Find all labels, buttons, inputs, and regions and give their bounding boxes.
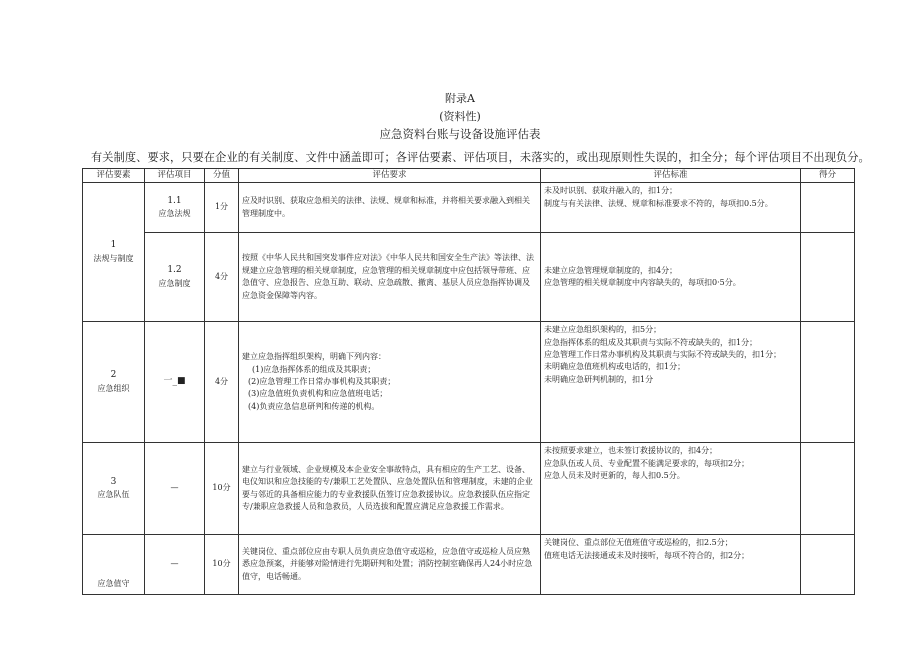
criteria-line: 未建立应急管理规章制度的，扣4分；: [544, 265, 678, 275]
requirement-cell: 建立与行业领域、企业规模及本企业安全事故特点，具有相应的生产工艺、设备、电仪知识和应急技能的专/兼职工艺处置队、应急处置队伍和管理制度，未建的企业要与邻近的具备相应能力的专业救援队伍签订应急救援协议。应急救援队伍应指定专/兼职应急救援人员和急救员，人员选拔和配置应满足应急救援工作需求。: [239, 443, 541, 535]
col-header-item: 评估项目: [145, 169, 205, 183]
item-code: 一_■: [163, 376, 186, 387]
element-code: 1: [110, 240, 117, 250]
table-header-row: [83, 169, 855, 183]
requirement-cell: 按照《中华人民共和国突发事件应对法》《中华人民共和国安全生产法》等法律、法规建立应急管理的相关规章制度，应急管理的相关规章制度中应包括领导带班、应急值守、应急报告、应急互助、联动、应急疏散、撤离、基层人员应急指挥协调及应急资金保障等内容。: [239, 233, 541, 322]
element-cell: [83, 322, 145, 443]
item-cell: [145, 233, 205, 322]
criteria-line: 未明确应急研判机制的，扣1分: [544, 374, 654, 384]
element-name: 应急组织: [97, 383, 130, 393]
criteria-line: 应急人员未及时更新的，每人扣0.5分。: [544, 470, 685, 480]
item-cell: [145, 183, 205, 233]
requirement-cell: 关键岗位、重点部位应由专职人员负责应急值守或巡检，应急值守或巡检人员应熟悉应急预案，并能够对险情进行先期研判和处置；消防控制室确保再人24小时应急值守，电话畅通。: [239, 535, 541, 595]
table-row: [83, 183, 855, 233]
score-cell: 4分: [205, 322, 239, 443]
item-code: 1.2: [167, 265, 182, 275]
requirement-list-item: (4)负责应急信息研判和传递的机构。: [248, 401, 380, 411]
criteria-line: 未及时识别、获取并融入的，扣1分；: [544, 186, 678, 196]
item-cell: —: [145, 443, 205, 535]
criteria-cell: [541, 443, 801, 535]
criteria-line: 制度与有关法律、法规、规章和标准要求不符的，每项扣0.5分。: [544, 198, 773, 208]
item-cell: —: [145, 535, 205, 595]
criteria-cell: [541, 535, 801, 595]
intro-paragraph: 有关制度、要求，只要在企业的有关制度、文件中涵盖即可；各评估要素、评估项目，未落实的，或出现原则性失误的，扣全分；每个评估项目不出现负分。: [91, 151, 870, 164]
criteria-line: 应急指挥体系的组成及其职责与实际不符或缺失的，扣1分；: [544, 337, 758, 347]
criteria-line: 应急管理的相关规章制度中内容缺失的，每项扣0·5分。: [544, 278, 741, 288]
col-header-score: 分值: [205, 169, 239, 183]
requirement-cell: 应及时识别、获取应急相关的法律、法规、规章和标准，并将相关要求融入到相关管理制度中。: [239, 183, 541, 233]
col-header-points: 得分: [801, 169, 855, 183]
col-header-requirement: 评估要求: [239, 169, 541, 183]
score-cell: 1分: [205, 183, 239, 233]
element-cell: [83, 183, 145, 322]
criteria-line: 关键岗位、重点部位无值班值守或巡检的，扣2.5分；: [544, 538, 733, 548]
points-cell[interactable]: [801, 322, 855, 443]
appendix-label: 附录A: [445, 92, 475, 105]
criteria-cell: [541, 233, 801, 322]
table-row: [83, 535, 855, 595]
score-cell: 10分: [205, 535, 239, 595]
col-header-criteria: 评估标准: [541, 169, 801, 183]
criteria-cell: [541, 322, 801, 443]
item-cell: [145, 322, 205, 443]
score-cell: 4分: [205, 233, 239, 322]
criteria-line: 应急管理工作日常办事机构及其职责与实际不符或缺失的，扣1分；: [544, 349, 782, 359]
score-cell: 10分: [205, 443, 239, 535]
element-code: 2: [110, 370, 117, 380]
appendix-nature: (资料性): [439, 110, 481, 123]
table-row: [83, 322, 855, 443]
requirement-list-item: (2)应急管理工作日常办事机构及其职责；: [248, 376, 396, 386]
assessment-table: [82, 168, 855, 595]
criteria-line: 未明确应急值班机构或电话的，扣1分；: [544, 362, 686, 372]
criteria-cell: [541, 183, 801, 233]
table-row: [83, 233, 855, 322]
document-title: 应急资料台账与设备设施评估表: [379, 127, 541, 141]
element-name: 应急队伍: [97, 490, 130, 500]
item-code: 1.1: [167, 195, 182, 206]
points-cell[interactable]: [801, 233, 855, 322]
points-cell[interactable]: [801, 535, 855, 595]
element-cell: [83, 443, 145, 535]
requirement-list-item: (1)应急指挥体系的组成及其职责；: [252, 364, 376, 374]
criteria-line: 值班电话无法接通或未及时接听，每项不符合的，扣2分；: [544, 550, 750, 560]
points-cell[interactable]: [801, 443, 855, 535]
points-cell[interactable]: [801, 183, 855, 233]
item-name: 应急法规: [158, 209, 191, 219]
element-name: 法规与制度: [93, 253, 134, 263]
element-code: 3: [110, 476, 117, 487]
criteria-line: 应急队伍或人员、专业配置不能满足要求的，每项扣2分；: [544, 458, 750, 468]
element-cell: [83, 535, 145, 595]
table-row: [83, 443, 855, 535]
requirement-cell: [239, 322, 541, 443]
item-name: 应急制度: [158, 278, 191, 288]
criteria-line: 未按照要求建立，也未签订救援协议的，扣4分；: [544, 446, 718, 456]
criteria-line: 未建立应急组织架构的，扣5分；: [544, 325, 662, 335]
element-name: 应急值守: [97, 578, 130, 588]
requirement-list-item: (3)应急值班负责机构和应急值班电话；: [248, 389, 388, 399]
requirement-intro: 建立应急指挥组织架构，明确下列内容：: [242, 352, 386, 362]
col-header-element: 评估要素: [83, 169, 145, 183]
